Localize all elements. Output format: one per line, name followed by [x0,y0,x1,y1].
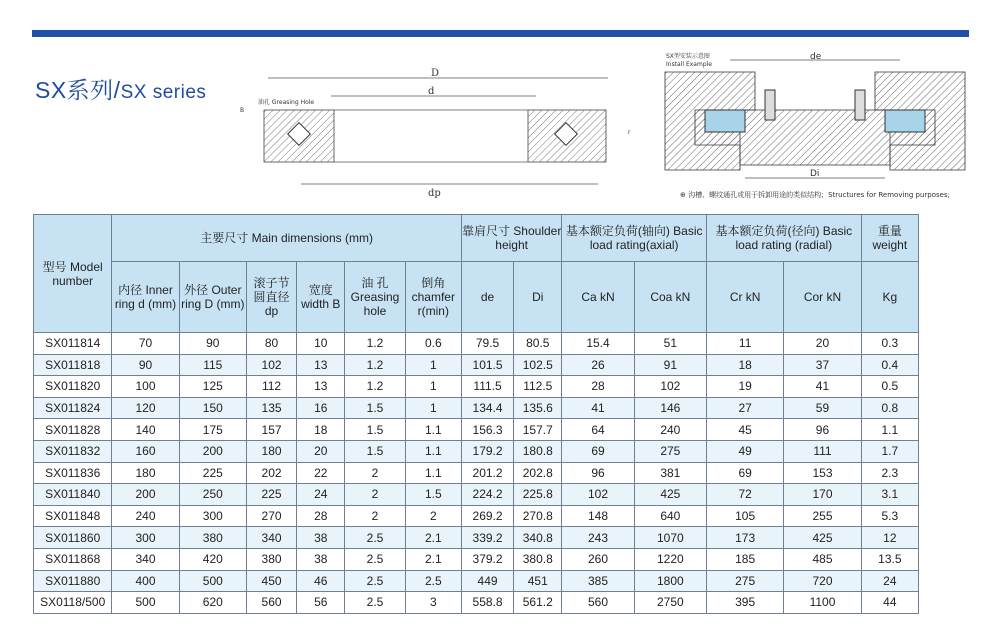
table-cell: 1.5 [405,484,461,506]
table-cell: 1.2 [345,376,405,398]
table-cell: 1.1 [405,419,461,441]
table-row [34,570,919,592]
table-cell: 1 [405,397,461,419]
table-cell: 140 [112,419,179,441]
table-cell: 170 [784,484,861,506]
header-shoulder-height: 靠肩尺寸 Shoulder height [461,215,561,262]
table-row [34,333,919,355]
table-cell: 16 [297,397,345,419]
table-cell: 101.5 [461,354,513,376]
table-cell: 90 [112,354,179,376]
table-cell: 175 [179,419,246,441]
table-cell: 64 [562,419,634,441]
table-cell: 79.5 [461,333,513,355]
table-cell: 2750 [634,592,706,614]
table-cell: 3 [405,592,461,614]
table-cell: 28 [562,376,634,398]
table-cell: 2.1 [405,548,461,570]
table-cell: 200 [112,484,179,506]
table-cell: 37 [784,354,861,376]
table-cell: SX011828 [34,419,112,441]
table-cell: 275 [634,440,706,462]
install-example-drawing [660,50,970,205]
table-cell: 46 [297,570,345,592]
table-cell: 400 [112,570,179,592]
greasing-label: 油孔 Greasing Hole [258,99,315,106]
table-cell: 225 [179,462,246,484]
table-cell: 179.2 [461,440,513,462]
header-chamfer: 倒角 chamfer r(min) [405,262,461,333]
table-cell: 420 [179,548,246,570]
dim-di: Di [810,169,820,179]
table-cell: 15.4 [562,333,634,355]
table-cell: 270.8 [514,505,562,527]
table-cell: 2 [345,462,405,484]
table-cell: 425 [634,484,706,506]
table-cell: 1.5 [345,440,405,462]
table-cell: 180 [112,462,179,484]
table-cell: 1.1 [405,440,461,462]
table-cell: 240 [634,419,706,441]
table-cell: 156.3 [461,419,513,441]
bolt-left [765,90,775,120]
table-row [34,462,919,484]
table-cell: 425 [784,527,861,549]
table-cell: 255 [784,505,861,527]
title-cn: SX系列/ [35,77,121,103]
header-coa: Coa kN [634,262,706,333]
table-body [34,333,919,614]
table-cell: 18 [706,354,783,376]
title-en: SX series [120,82,207,103]
top-accent-bar [32,30,969,37]
table-cell: 135.6 [514,397,562,419]
table-cell: 2.5 [405,570,461,592]
table-cell: 18 [297,419,345,441]
table-cell: 225.8 [514,484,562,506]
install-title-en: Install Example [666,61,712,68]
table-cell: 49 [706,440,783,462]
header-de: de [461,262,513,333]
table-cell: 41 [784,376,861,398]
table-row [34,484,919,506]
table-cell: 1070 [634,527,706,549]
table-cell: 380 [179,527,246,549]
table-cell: 41 [562,397,634,419]
header-model: 型号 Model number [34,215,112,333]
table-cell: 224.2 [461,484,513,506]
table-cell: SX011814 [34,333,112,355]
table-cell: 157.7 [514,419,562,441]
table-cell: 640 [634,505,706,527]
table-cell: SX0118/500 [34,592,112,614]
table-cell: SX011824 [34,397,112,419]
table-cell: 340 [112,548,179,570]
table-cell: 150 [179,397,246,419]
table-cell: 1.2 [345,354,405,376]
table-cell: SX011880 [34,570,112,592]
table-cell: 51 [634,333,706,355]
table-cell: 201.2 [461,462,513,484]
table-cell: 0.8 [861,397,918,419]
table-cell: 1800 [634,570,706,592]
table-row [34,505,919,527]
table-cell: 275 [706,570,783,592]
table-cell: 45 [706,419,783,441]
table-cell: 202 [246,462,296,484]
table-cell: 1220 [634,548,706,570]
table-cell: 157 [246,419,296,441]
table-cell: 102 [562,484,634,506]
table-cell: 90 [179,333,246,355]
dim-dp: dp [428,188,441,199]
header-main-dimensions: 主要尺寸 Main dimensions (mm) [112,215,462,262]
table-cell: 2 [345,505,405,527]
table-cell: 160 [112,440,179,462]
table-cell: 102 [246,354,296,376]
table-cell: 13 [297,376,345,398]
table-cell: 80 [246,333,296,355]
table-cell: 240 [112,505,179,527]
header-kg: Kg [861,262,918,333]
table-cell: 339.2 [461,527,513,549]
table-cell: 500 [179,570,246,592]
table-cell: 173 [706,527,783,549]
table-row [34,397,919,419]
table-cell: 56 [297,592,345,614]
table-cell: 91 [634,354,706,376]
table-row [34,376,919,398]
table-cell: 395 [706,592,783,614]
table-cell: SX011818 [34,354,112,376]
table-cell: 0.6 [405,333,461,355]
table-cell: 561.2 [514,592,562,614]
table-cell: 1.1 [405,462,461,484]
bolt-right [855,90,865,120]
table-cell: 102 [634,376,706,398]
table-cell: 105 [706,505,783,527]
table-cell: 1 [405,354,461,376]
table-cell: 500 [112,592,179,614]
dim-B: B [240,107,245,114]
table-row [34,548,919,570]
table-cell: SX011868 [34,548,112,570]
table-cell: 80.5 [514,333,562,355]
table-cell: 102.5 [514,354,562,376]
table-cell: 24 [297,484,345,506]
table-cell: 260 [562,548,634,570]
table-cell: 153 [784,462,861,484]
table-cell: 112 [246,376,296,398]
table-cell: 202.8 [514,462,562,484]
table-cell: 243 [562,527,634,549]
left-bearing [705,110,745,132]
table-cell: 180 [246,440,296,462]
table-cell: 134.4 [461,397,513,419]
table-cell: 3.1 [861,484,918,506]
table-cell: 1 [405,376,461,398]
table-cell: 1.7 [861,440,918,462]
header-outer-ring: 外径 Outer ring D (mm) [179,262,246,333]
header-cr: Cr kN [706,262,783,333]
table-cell: 720 [784,570,861,592]
table-cell: 111 [784,440,861,462]
table-row [34,440,919,462]
table-cell: 2.1 [405,527,461,549]
table-cell: 28 [297,505,345,527]
table-cell: 120 [112,397,179,419]
table-cell: 385 [562,570,634,592]
table-cell: 26 [562,354,634,376]
table-cell: 59 [784,397,861,419]
table-cell: 20 [784,333,861,355]
header-width: 宽度 width B [297,262,345,333]
table-cell: 558.8 [461,592,513,614]
bearing-section-drawing [236,62,636,202]
table-cell: 24 [861,570,918,592]
table-cell: 13.5 [861,548,918,570]
table-cell: 269.2 [461,505,513,527]
table-cell: 38 [297,527,345,549]
header-weight: 重量 weight [861,215,918,262]
table-row [34,527,919,549]
table-cell: 2.5 [345,592,405,614]
table-cell: SX011840 [34,484,112,506]
table-cell: 72 [706,484,783,506]
table-cell: 485 [784,548,861,570]
install-title-cn: SX型安装示意图 [666,53,710,60]
table-cell: 379.2 [461,548,513,570]
table-cell: 380.8 [514,548,562,570]
table-cell: 115 [179,354,246,376]
table-cell: SX011848 [34,505,112,527]
dim-D: D [431,68,440,79]
table-cell: 5.3 [861,505,918,527]
header-inner-ring: 内径 Inner ring d (mm) [112,262,179,333]
page-title [35,72,206,105]
table-cell: 100 [112,376,179,398]
table-cell: 449 [461,570,513,592]
dim-d: d [428,86,435,97]
table-cell: 148 [562,505,634,527]
table-cell: 19 [706,376,783,398]
table-cell: 0.3 [861,333,918,355]
table-cell: 2.5 [345,527,405,549]
table-cell: SX011820 [34,376,112,398]
header-di: Di [514,262,562,333]
table-cell: 250 [179,484,246,506]
table-cell: 450 [246,570,296,592]
header-axial-rating: 基本额定负荷(轴向) Basic load rating(axial) [562,215,707,262]
table-cell: 20 [297,440,345,462]
table-cell: 200 [179,440,246,462]
table-cell: 69 [706,462,783,484]
table-cell: 300 [179,505,246,527]
table-cell: 560 [246,592,296,614]
table-cell: 620 [179,592,246,614]
dim-de: de [810,52,822,62]
table-cell: 111.5 [461,376,513,398]
table-cell: 1.2 [345,333,405,355]
install-note: ⊕ 沟槽、螺纹通孔或用于拆卸用途的类似结构；Structures for Removing purposes; [680,191,950,199]
table-cell: 13 [297,354,345,376]
table-cell: 2.3 [861,462,918,484]
table-cell: 10 [297,333,345,355]
table-cell: 38 [297,548,345,570]
table-cell: 146 [634,397,706,419]
table-cell: 96 [562,462,634,484]
table-cell: 1100 [784,592,861,614]
table-cell: 300 [112,527,179,549]
table-cell: SX011860 [34,527,112,549]
table-cell: 11 [706,333,783,355]
header-cor: Cor kN [784,262,861,333]
table-cell: 340.8 [514,527,562,549]
table-cell: 1.1 [861,419,918,441]
table-cell: 2.5 [345,548,405,570]
table-cell: 0.4 [861,354,918,376]
header-dp: 滚子节 圆直径 dp [246,262,296,333]
table-cell: 0.5 [861,376,918,398]
table-cell: 96 [784,419,861,441]
table-cell: SX011836 [34,462,112,484]
table-cell: 125 [179,376,246,398]
table-cell: 135 [246,397,296,419]
table-cell: 70 [112,333,179,355]
table-cell: 2 [405,505,461,527]
table-cell: 27 [706,397,783,419]
header-greasing: 油 孔 Greasing hole [345,262,405,333]
table-cell: 381 [634,462,706,484]
table-cell: 112.5 [514,376,562,398]
table-cell: 2 [345,484,405,506]
header-radial-rating: 基本额定负荷(径向) Basic load rating (radial) [706,215,861,262]
table-cell: SX011832 [34,440,112,462]
table-row [34,419,919,441]
table-cell: 451 [514,570,562,592]
specification-table [33,214,919,614]
table-cell: 180.8 [514,440,562,462]
table-cell: 340 [246,527,296,549]
right-bearing [885,110,925,132]
table-cell: 185 [706,548,783,570]
table-cell: 270 [246,505,296,527]
table-cell: 380 [246,548,296,570]
table-row [34,354,919,376]
table-cell: 225 [246,484,296,506]
dim-r: r [628,129,631,136]
table-cell: 2.5 [345,570,405,592]
table-cell: 69 [562,440,634,462]
table-cell: 44 [861,592,918,614]
table-row [34,592,919,614]
table-cell: 1.5 [345,419,405,441]
table-cell: 1.5 [345,397,405,419]
header-ca: Ca kN [562,262,634,333]
table-cell: 560 [562,592,634,614]
table-cell: 12 [861,527,918,549]
table-cell: 22 [297,462,345,484]
